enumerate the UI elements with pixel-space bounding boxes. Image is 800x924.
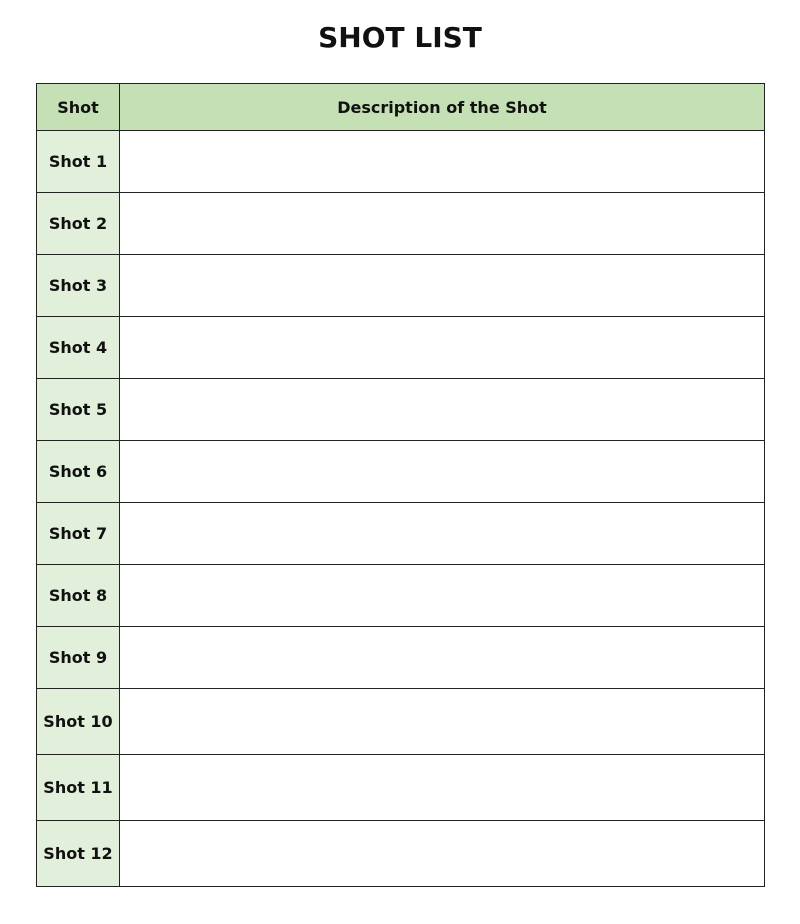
table-row xyxy=(37,503,765,565)
shot-description-cell[interactable] xyxy=(120,193,765,255)
page-title: SHOT LIST xyxy=(318,21,482,54)
table-row xyxy=(37,821,765,887)
header-row xyxy=(37,84,765,131)
shot-description-cell[interactable] xyxy=(120,379,765,441)
shot-label: Shot 12 xyxy=(37,821,120,887)
table-row xyxy=(37,193,765,255)
description-column-header: Description of the Shot xyxy=(120,84,765,131)
shot-list-table xyxy=(36,83,765,887)
shot-label: Shot 9 xyxy=(37,627,120,689)
shot-label: Shot 10 xyxy=(37,689,120,755)
table-row xyxy=(37,255,765,317)
shot-label: Shot 8 xyxy=(37,565,120,627)
table-row xyxy=(37,689,765,755)
shot-description-cell[interactable] xyxy=(120,689,765,755)
table-row xyxy=(37,755,765,821)
shot-label: Shot 11 xyxy=(37,755,120,821)
shot-label: Shot 2 xyxy=(37,193,120,255)
shot-description-cell[interactable] xyxy=(120,565,765,627)
shot-label: Shot 4 xyxy=(37,317,120,379)
shot-label: Shot 7 xyxy=(37,503,120,565)
table-row xyxy=(37,317,765,379)
shot-description-cell[interactable] xyxy=(120,131,765,193)
table-row xyxy=(37,565,765,627)
table-row xyxy=(37,379,765,441)
shot-description-cell[interactable] xyxy=(120,627,765,689)
shot-description-cell[interactable] xyxy=(120,441,765,503)
shot-description-cell[interactable] xyxy=(120,821,765,887)
shot-column-header: Shot xyxy=(37,84,120,131)
shot-description-cell[interactable] xyxy=(120,317,765,379)
shot-label: Shot 1 xyxy=(37,131,120,193)
shot-description-cell[interactable] xyxy=(120,255,765,317)
shot-label: Shot 6 xyxy=(37,441,120,503)
table-row xyxy=(37,627,765,689)
table-row xyxy=(37,441,765,503)
table-row xyxy=(37,131,765,193)
shot-label: Shot 3 xyxy=(37,255,120,317)
shot-description-cell[interactable] xyxy=(120,503,765,565)
shot-label: Shot 5 xyxy=(37,379,120,441)
shot-description-cell[interactable] xyxy=(120,755,765,821)
